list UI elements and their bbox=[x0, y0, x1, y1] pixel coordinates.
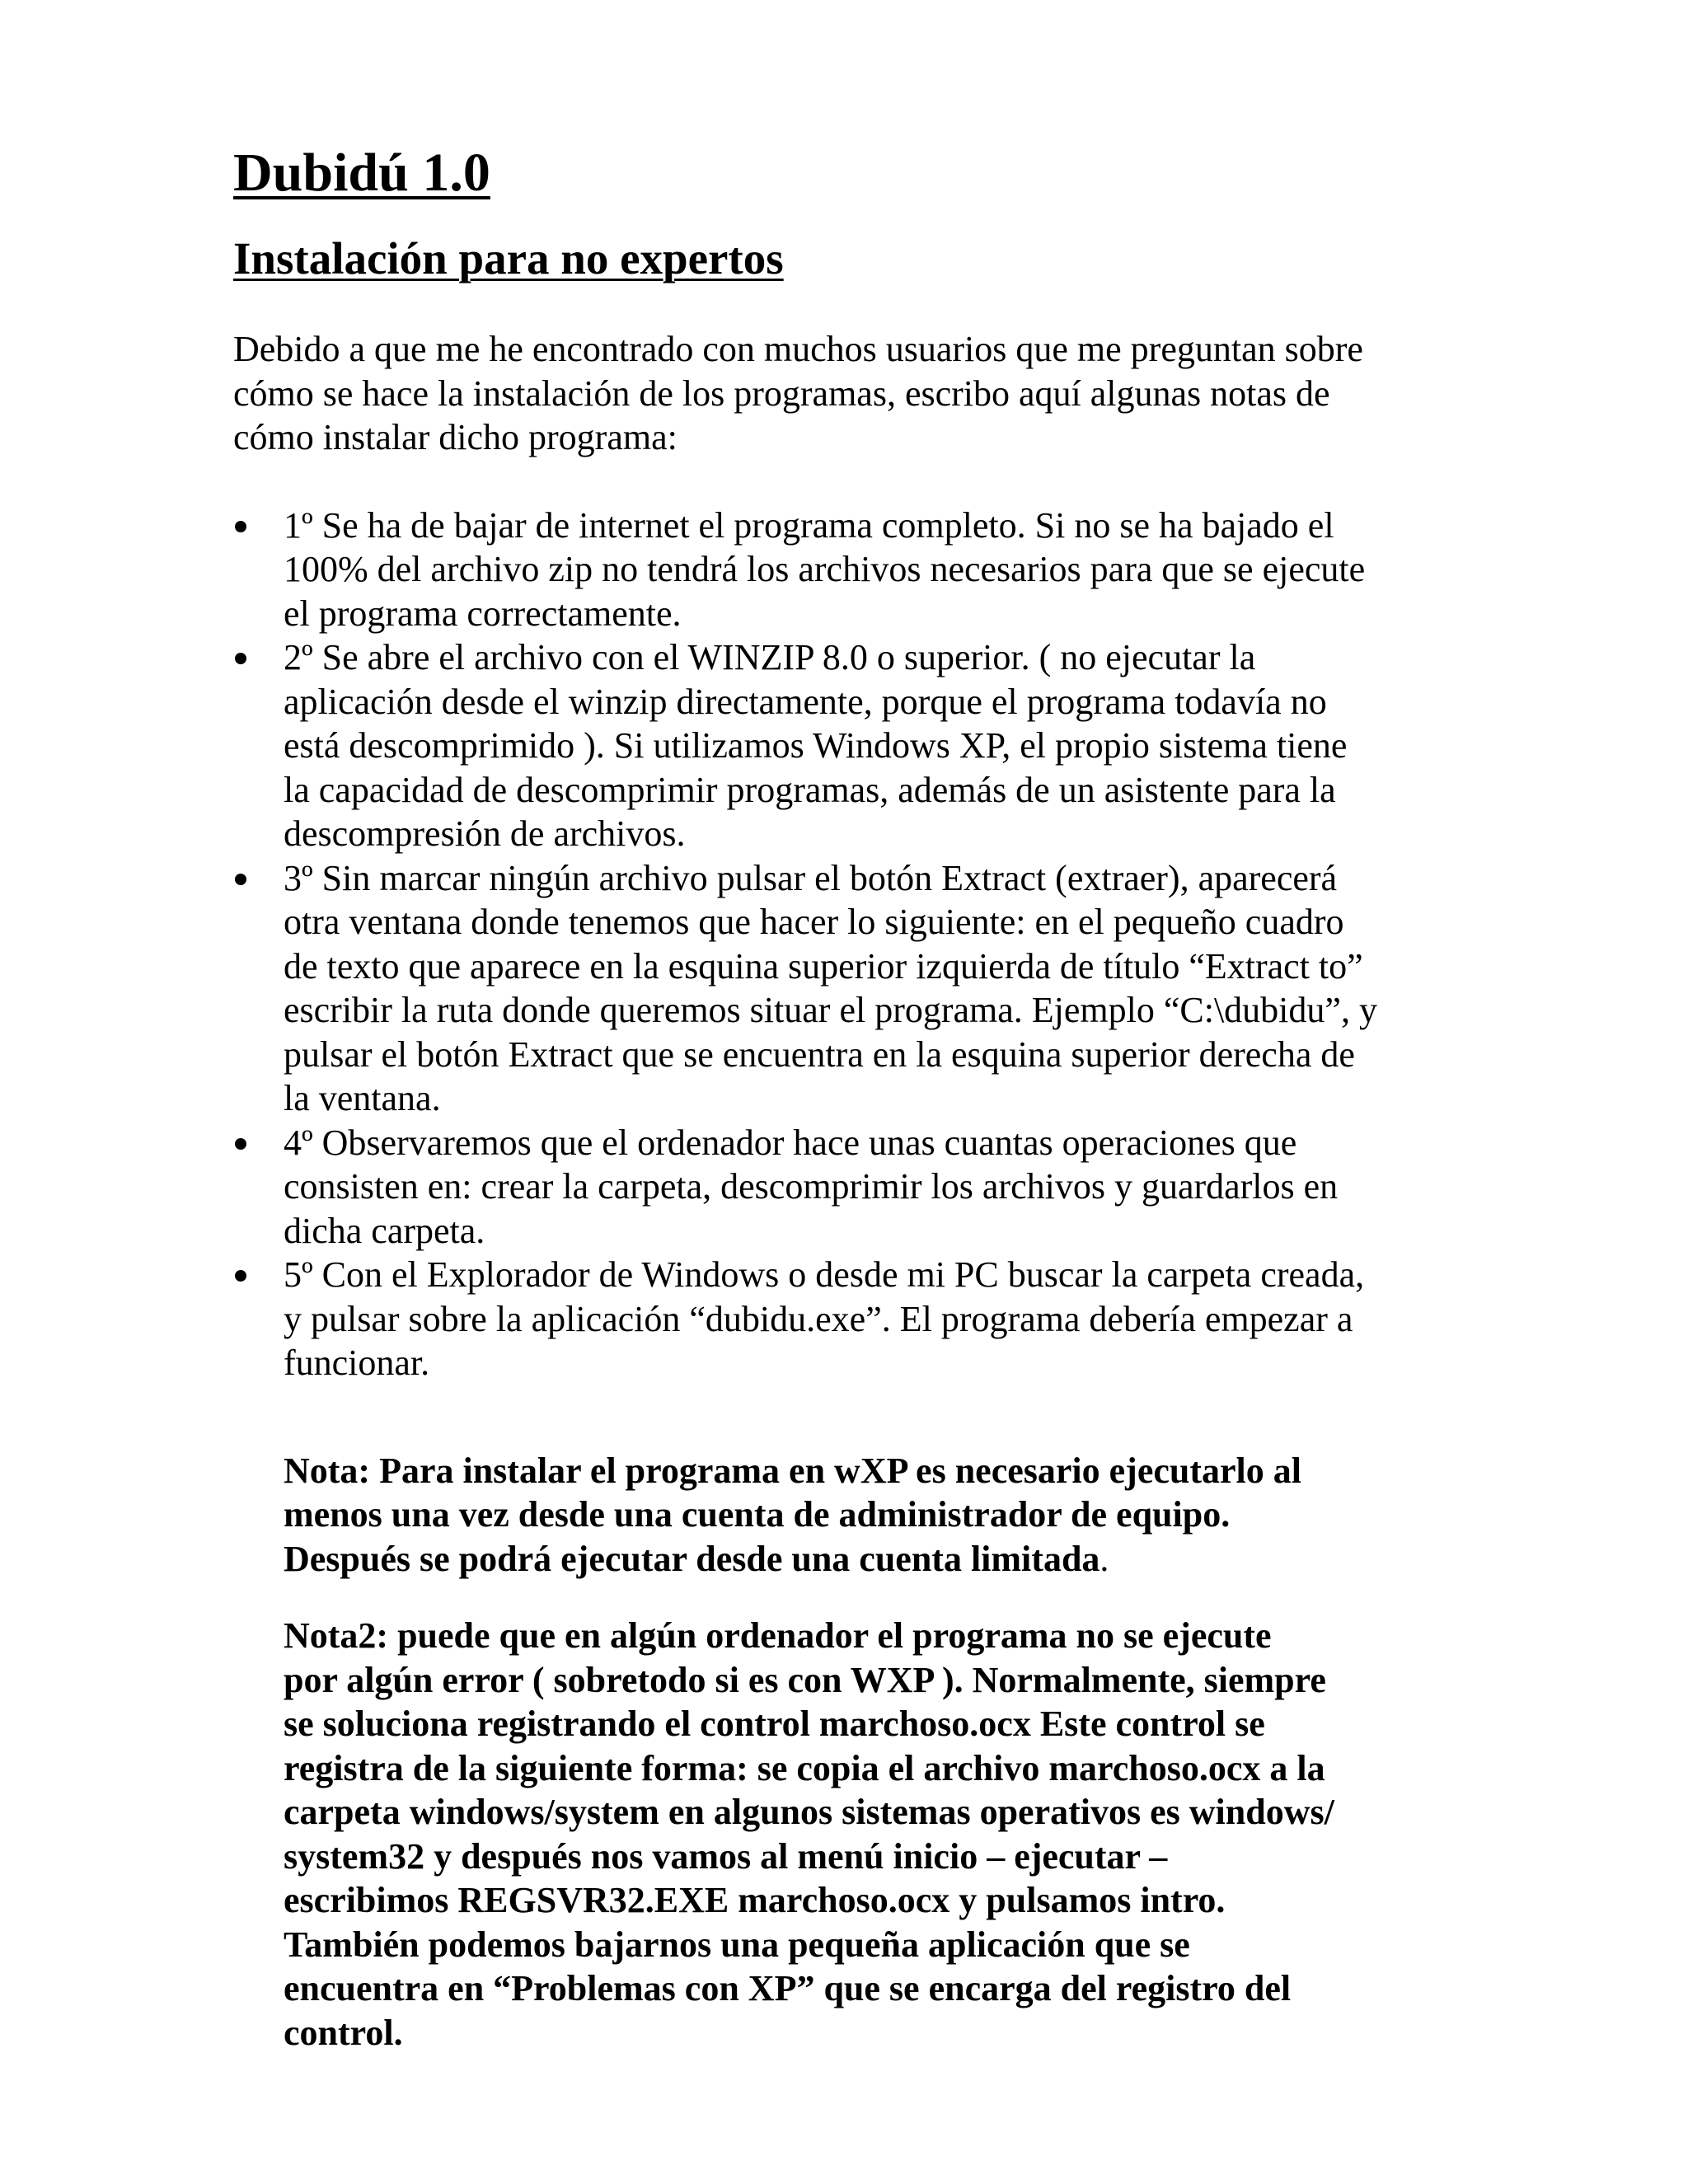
list-item bbox=[233, 856, 1470, 1121]
admin-note bbox=[284, 1449, 1470, 1582]
intro-paragraph: Debido a que me he encontrado con muchos usuarios que me preguntan sobre cómo se hace la instalación de los programas, escribo aquí algunas notas de cómo instalar dicho programa: bbox=[233, 329, 1363, 457]
step-text: 3º Sin marcar ningún archivo pulsar el botón Extract (extraer), aparecerá otra ventana donde tenemos que hacer lo siguiente: en el pequeño cuadro de texto que aparece en la esquina superior izquierda de título “Extract to” escribir la ruta donde queremos situar el programa. Ejemplo “C:\dubidu”, y pulsar el botón Extract que se encuentra en la esquina superior derecha de la ventana. bbox=[284, 857, 1377, 1118]
list-item bbox=[233, 635, 1470, 856]
bullet-icon bbox=[235, 874, 246, 885]
admin-note-period: . bbox=[1100, 1538, 1109, 1579]
admin-note-text: Nota: Para instalar el programa en wXP es necesario ejecutarlo al menos una vez desde una cuenta de administrador de equipo. Después se podrá ejecutar desde una cuenta limitada bbox=[284, 1450, 1301, 1579]
bullet-icon bbox=[235, 521, 246, 532]
list-item bbox=[233, 1253, 1470, 1385]
document-subtitle: Instalación para no expertos bbox=[233, 233, 784, 284]
document-page bbox=[233, 140, 1470, 2055]
step-text: 2º Se abre el archivo con el WINZIP 8.0 o superior. ( no ejecutar la aplicación desde el winzip directamente, porque el programa todavía no está descomprimido ). Si utilizamos Windows XP, el propio sistema tiene la capacidad de descomprimir programas, además de un asistente para la descompresión de archivos. bbox=[284, 637, 1348, 854]
bullet-icon bbox=[235, 653, 246, 664]
list-item bbox=[233, 504, 1470, 636]
installation-steps-list bbox=[233, 504, 1470, 1385]
bullet-icon bbox=[235, 1270, 246, 1282]
document-title: Dubidú 1.0 bbox=[233, 143, 490, 203]
step-text: 5º Con el Explorador de Windows o desde mi PC buscar la carpeta creada, y pulsar sobre la aplicación “dubidu.exe”. El programa debería empezar a funcionar. bbox=[284, 1254, 1365, 1383]
bullet-icon bbox=[235, 1138, 246, 1150]
step-text: 4º Observaremos que el ordenador hace unas cuantas operaciones que consisten en: crear la carpeta, descomprimir los archivos y guardarlos en dicha carpeta. bbox=[284, 1122, 1339, 1251]
step-text: 1º Se ha de bajar de internet el programa completo. Si no se ha bajado el 100% del archivo zip no tendrá los archivos necesarios para que se ejecute el programa correctamente. bbox=[284, 504, 1366, 634]
list-item bbox=[233, 1121, 1470, 1254]
registration-note: Nota2: puede que en algún ordenador el programa no se ejecute por algún error ( sobretodo si es con WXP ). Normalmente, siempre se soluciona registrando el control marchoso.ocx Este control se registra de la siguiente forma: se copia el archivo marchoso.ocx a la carpeta windows/system en algunos sistemas operativos es windows/ system32 y después nos vamos al menú inicio – ejecutar – escribimos REGSVR32.EXE marchoso.ocx y pulsamos intro. También podemos bajarnos una pequeña aplicación que se encuentra en “Problemas con XP” que se encarga del registro del control. bbox=[284, 1615, 1334, 2053]
